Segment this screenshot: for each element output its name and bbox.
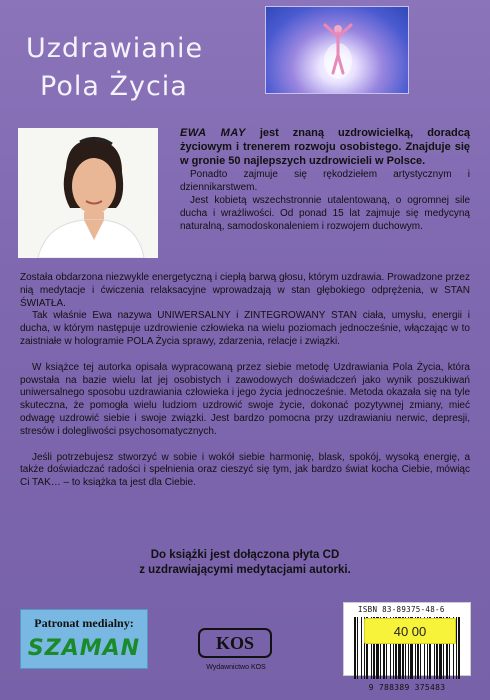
intro-lead-text: jest znaną uzdrowicielką, doradcą życiowym i trenerem rozwoju osobistego. Znajduje się w gronie 50 najlepszych uzdrowicieli w Polsce. xyxy=(180,127,470,167)
patron-label: Patronat medialny: xyxy=(34,616,134,630)
publisher-logo xyxy=(198,628,272,658)
barcode-bar xyxy=(357,617,358,679)
book-title xyxy=(26,30,203,106)
publisher-name: Wydawnictwo KOS xyxy=(206,664,266,671)
author-portrait xyxy=(18,128,158,258)
description-paragraph-2: Tak właśnie Ewa nazywa UNIWERSALNY i ZINTEGROWANY STAN ciała, umysłu, energii i ducha, w którym następuje uzdrowienie człowieka na wielu poziomach jednocześnie, włączając w to zaistniałe w hologramie POLA Życia sprawy, zdarzenia, relacje i związki. xyxy=(20,310,470,347)
author-photo xyxy=(18,128,158,258)
intro-paragraph-2: Jest kobietą wszechstronnie utalentowaną, o ogromnej sile ducha i wrażliwości. Od ponad 15 lat zajmuje się medycyną naturalną, samodoskonaleniem i rozwojem duchowym. xyxy=(180,195,470,232)
barcode-bar xyxy=(458,617,460,679)
media-patron-box xyxy=(20,609,148,669)
glowing-figure-icon xyxy=(322,21,354,81)
publisher-logo-text: KOS xyxy=(215,633,255,653)
author-intro xyxy=(180,126,470,233)
intro-lead xyxy=(180,126,470,168)
description xyxy=(20,272,470,490)
price-sticker: 40 00 xyxy=(364,618,456,644)
patron-brand-logo: SZAMAN xyxy=(27,636,141,661)
cd-note-line-2: z uzdrawiającymi medytacjami autorki. xyxy=(139,564,351,576)
cover-illustration xyxy=(265,6,409,94)
description-paragraph-4: Jeśli potrzebujesz stworzyć w sobie i wokół siebie harmonię, blask, spokój, wysoką energię, a także doświadczać radości i spełnienia oraz cieszyć się tym, jak bardzo świat kocha Ciebie, mówiąc Ci TAK… – to książka ta jest dla Ciebie. xyxy=(20,451,470,489)
cd-note xyxy=(20,548,470,578)
title-line-2: Pola Życia xyxy=(40,71,188,102)
barcode-bar xyxy=(361,617,362,679)
ean-number: 9 788389 375483 xyxy=(368,683,446,692)
description-paragraph-3: W książce tej autorka opisała wypracowaną przez siebie metodę Uzdrawiania Pola Życia, która powstała na bazie wielu lat jej osobistych i zawodowych doświadczeń jako wynik poszukiwań uniwersalnego sposobu uzdrawiania człowieka i jego życia jednocześnie. Metoda okazała się na tyle skuteczna, że pomogła wielu ludziom uzdrowić swoje życie, dokonać pozytywnej zmiany, mieć odwagę uzdrowić siebie i swoje związki. Jest bardzo pomocna przy uzdrawianiu nerwic, depresji, stresów i dolegliwości psychosomatycznych. xyxy=(20,361,470,437)
description-paragraph-1: Została obdarzona niezwykle energetyczną i ciepłą barwą głosu, którym uzdrawia. Prowadzone przez nią medytacje i ćwiczenia relaksacyjne wprowadzają w stan głębokiego odprężenia, w STAN ŚWIATŁA. xyxy=(20,272,470,309)
intro-paragraph-1: Ponadto zajmuje się rękodziełem artystycznym i dziennikarstwem. xyxy=(180,169,470,193)
barcode-bar xyxy=(354,617,356,679)
barcode-bar xyxy=(456,617,457,679)
cd-note-line-1: Do książki jest dołączona płyta CD xyxy=(150,549,340,561)
author-name: EWA MAY xyxy=(180,127,246,139)
title-line-1: Uzdrawianie xyxy=(26,33,204,64)
isbn-number: ISBN 83-89375-48-6 xyxy=(358,605,445,614)
